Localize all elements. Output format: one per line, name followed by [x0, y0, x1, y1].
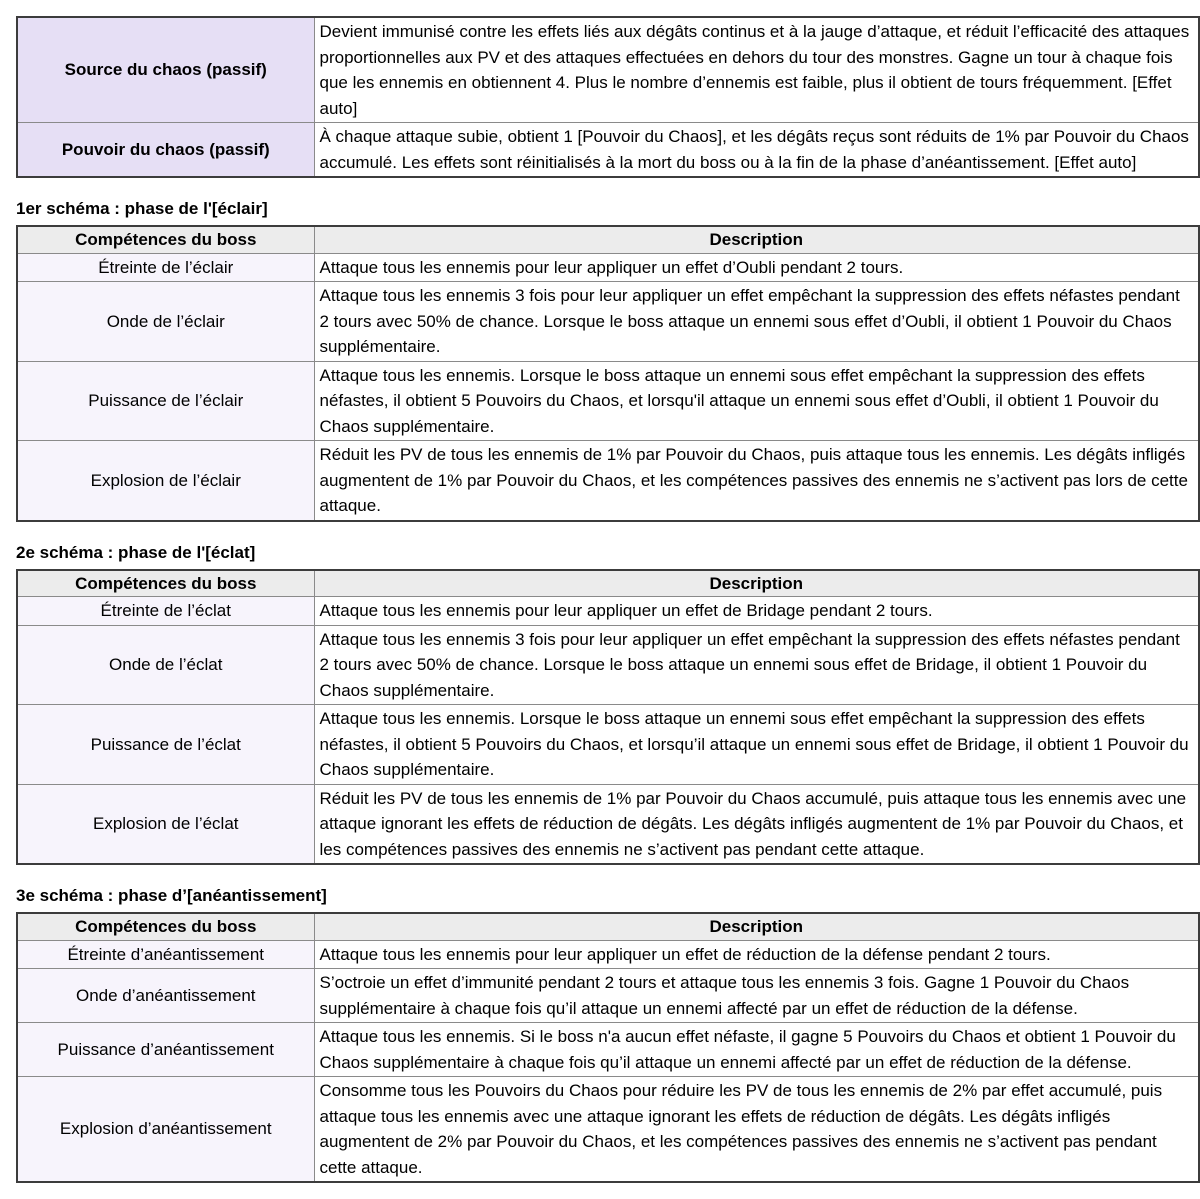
- table-row: [17, 282, 1199, 362]
- skill-description-cell: Consomme tous les Pouvoirs du Chaos pour réduire les PV de tous les ennemis de 2% par effet accumulé, puis attaque tous les ennemis avec une attaque ignorant les effets de réduction de dégâts. Les dégâts infligés augmentent de 2% par Pouvoir du Chaos, et les compétences passives des ennemis ne s’activent pas pendant cette attaque.: [314, 1077, 1199, 1183]
- column-header-skill: Compétences du boss: [17, 913, 314, 940]
- column-header-description: Description: [314, 570, 1199, 597]
- table-row: [17, 940, 1199, 969]
- table-row: [17, 969, 1199, 1023]
- skill-name-cell: Explosion de l’éclat: [17, 784, 314, 864]
- table-row: [17, 625, 1199, 705]
- skill-name-cell: Onde de l’éclat: [17, 625, 314, 705]
- skill-description-cell: Attaque tous les ennemis pour leur appliquer un effet de réduction de la défense pendant 2 tours.: [314, 940, 1199, 969]
- skill-description-cell: Attaque tous les ennemis 3 fois pour leur appliquer un effet empêchant la suppression des effets néfastes pendant 2 tours avec 50% de chance. Lorsque le boss attaque un ennemi sous effet de Bridage, il obtient 1 Pouvoir du Chaos supplémentaire.: [314, 625, 1199, 705]
- column-header-skill: Compétences du boss: [17, 226, 314, 253]
- skill-name-cell: Explosion d’anéantissement: [17, 1077, 314, 1183]
- table-header-row: [17, 570, 1199, 597]
- table-row: [17, 361, 1199, 441]
- table-header-row: [17, 226, 1199, 253]
- passives-table: [16, 16, 1200, 178]
- passive-description-cell: Devient immunisé contre les effets liés aux dégâts continus et à la jauge d’attaque, et réduit l’efficacité des attaques proportionnelles aux PV et des attaques effectuées en dehors du tour des monstres. Gagne un tour à chaque fois que les ennemis en obtiennent 4. Plus le nombre d’ennemis est faible, plus il obtient de tours fréquemment. [Effet auto]: [314, 17, 1199, 123]
- section-heading-eclair: 1er schéma : phase de l'[éclair]: [16, 199, 268, 218]
- skills-table-aneantissement: [16, 912, 1200, 1183]
- passive-description-cell: À chaque attaque subie, obtient 1 [Pouvoir du Chaos], et les dégâts reçus sont réduits de 1% par Pouvoir du Chaos accumulé. Les effets sont réinitialisés à la mort du boss ou à la fin de la phase d’anéantissement. [Effet auto]: [314, 123, 1199, 178]
- column-header-skill: Compétences du boss: [17, 570, 314, 597]
- table-row: [17, 253, 1199, 282]
- skill-name-cell: Étreinte de l’éclat: [17, 597, 314, 626]
- table-header-row: [17, 913, 1199, 940]
- table-row: [17, 597, 1199, 626]
- page: [16, 16, 1200, 1183]
- skill-description-cell: Attaque tous les ennemis. Lorsque le boss attaque un ennemi sous effet empêchant la suppression des effets néfastes, il obtient 5 Pouvoirs du Chaos, et lorsqu’il attaque un ennemi sous effet de Bridage, il obtient 1 Pouvoir du Chaos supplémentaire.: [314, 705, 1199, 785]
- passive-name-cell: Source du chaos (passif): [17, 17, 314, 123]
- table-row: [17, 1077, 1199, 1183]
- table-row: [17, 17, 1199, 123]
- skill-name-cell: Étreinte de l’éclair: [17, 253, 314, 282]
- skill-name-cell: Puissance de l’éclat: [17, 705, 314, 785]
- skill-description-cell: Attaque tous les ennemis 3 fois pour leur appliquer un effet empêchant la suppression des effets néfastes pendant 2 tours avec 50% de chance. Lorsque le boss attaque un ennemi sous effet d’Oubli, il obtient 1 Pouvoir du Chaos supplémentaire.: [314, 282, 1199, 362]
- column-header-description: Description: [314, 226, 1199, 253]
- skill-name-cell: Puissance de l’éclair: [17, 361, 314, 441]
- table-row: [17, 784, 1199, 864]
- skills-table-eclair: [16, 225, 1200, 522]
- table-row: [17, 441, 1199, 521]
- skill-description-cell: Réduit les PV de tous les ennemis de 1% par Pouvoir du Chaos, puis attaque tous les ennemis. Les dégâts infligés augmentent de 1% par Pouvoir du Chaos, et les compétences passives des ennemis ne s’activent pas lors de cette attaque.: [314, 441, 1199, 521]
- skill-description-cell: Attaque tous les ennemis. Lorsque le boss attaque un ennemi sous effet empêchant la suppression des effets néfastes, il obtient 5 Pouvoirs du Chaos, et lorsqu'il attaque un ennemi sous effet d’Oubli, il obtient 1 Pouvoir du Chaos supplémentaire.: [314, 361, 1199, 441]
- skill-description-cell: Attaque tous les ennemis pour leur appliquer un effet de Bridage pendant 2 tours.: [314, 597, 1199, 626]
- skill-description-cell: S’octroie un effet d’immunité pendant 2 tours et attaque tous les ennemis 3 fois. Gagne 1 Pouvoir du Chaos supplémentaire à chaque fois qu’il attaque un ennemi affecté par un effet de réduction de la défense.: [314, 969, 1199, 1023]
- skill-description-cell: Réduit les PV de tous les ennemis de 1% par Pouvoir du Chaos accumulé, puis attaque tous les ennemis avec une attaque ignorant les effets de réduction de dégâts. Les dégâts infligés augmentent de 1% par Pouvoir du Chaos, et les compétences passives des ennemis ne s’activent pas pendant cette attaque.: [314, 784, 1199, 864]
- section-heading-aneantissement: 3e schéma : phase d’[anéantissement]: [16, 886, 327, 905]
- skill-name-cell: Puissance d’anéantissement: [17, 1023, 314, 1077]
- skill-name-cell: Étreinte d’anéantissement: [17, 940, 314, 969]
- table-row: [17, 1023, 1199, 1077]
- table-row: [17, 705, 1199, 785]
- passive-name-cell: Pouvoir du chaos (passif): [17, 123, 314, 178]
- skill-name-cell: Onde d’anéantissement: [17, 969, 314, 1023]
- column-header-description: Description: [314, 913, 1199, 940]
- skills-table-eclat: [16, 569, 1200, 866]
- table-row: [17, 123, 1199, 178]
- skill-description-cell: Attaque tous les ennemis pour leur appliquer un effet d’Oubli pendant 2 tours.: [314, 253, 1199, 282]
- section-heading-eclat: 2e schéma : phase de l'[éclat]: [16, 542, 256, 562]
- skill-description-cell: Attaque tous les ennemis. Si le boss n'a aucun effet néfaste, il gagne 5 Pouvoirs du Chaos et obtient 1 Pouvoir du Chaos supplémentaire à chaque fois qu’il attaque un ennemi affecté par un effet de réduction de la défense.: [314, 1023, 1199, 1077]
- skill-name-cell: Onde de l’éclair: [17, 282, 314, 362]
- skill-name-cell: Explosion de l’éclair: [17, 441, 314, 521]
